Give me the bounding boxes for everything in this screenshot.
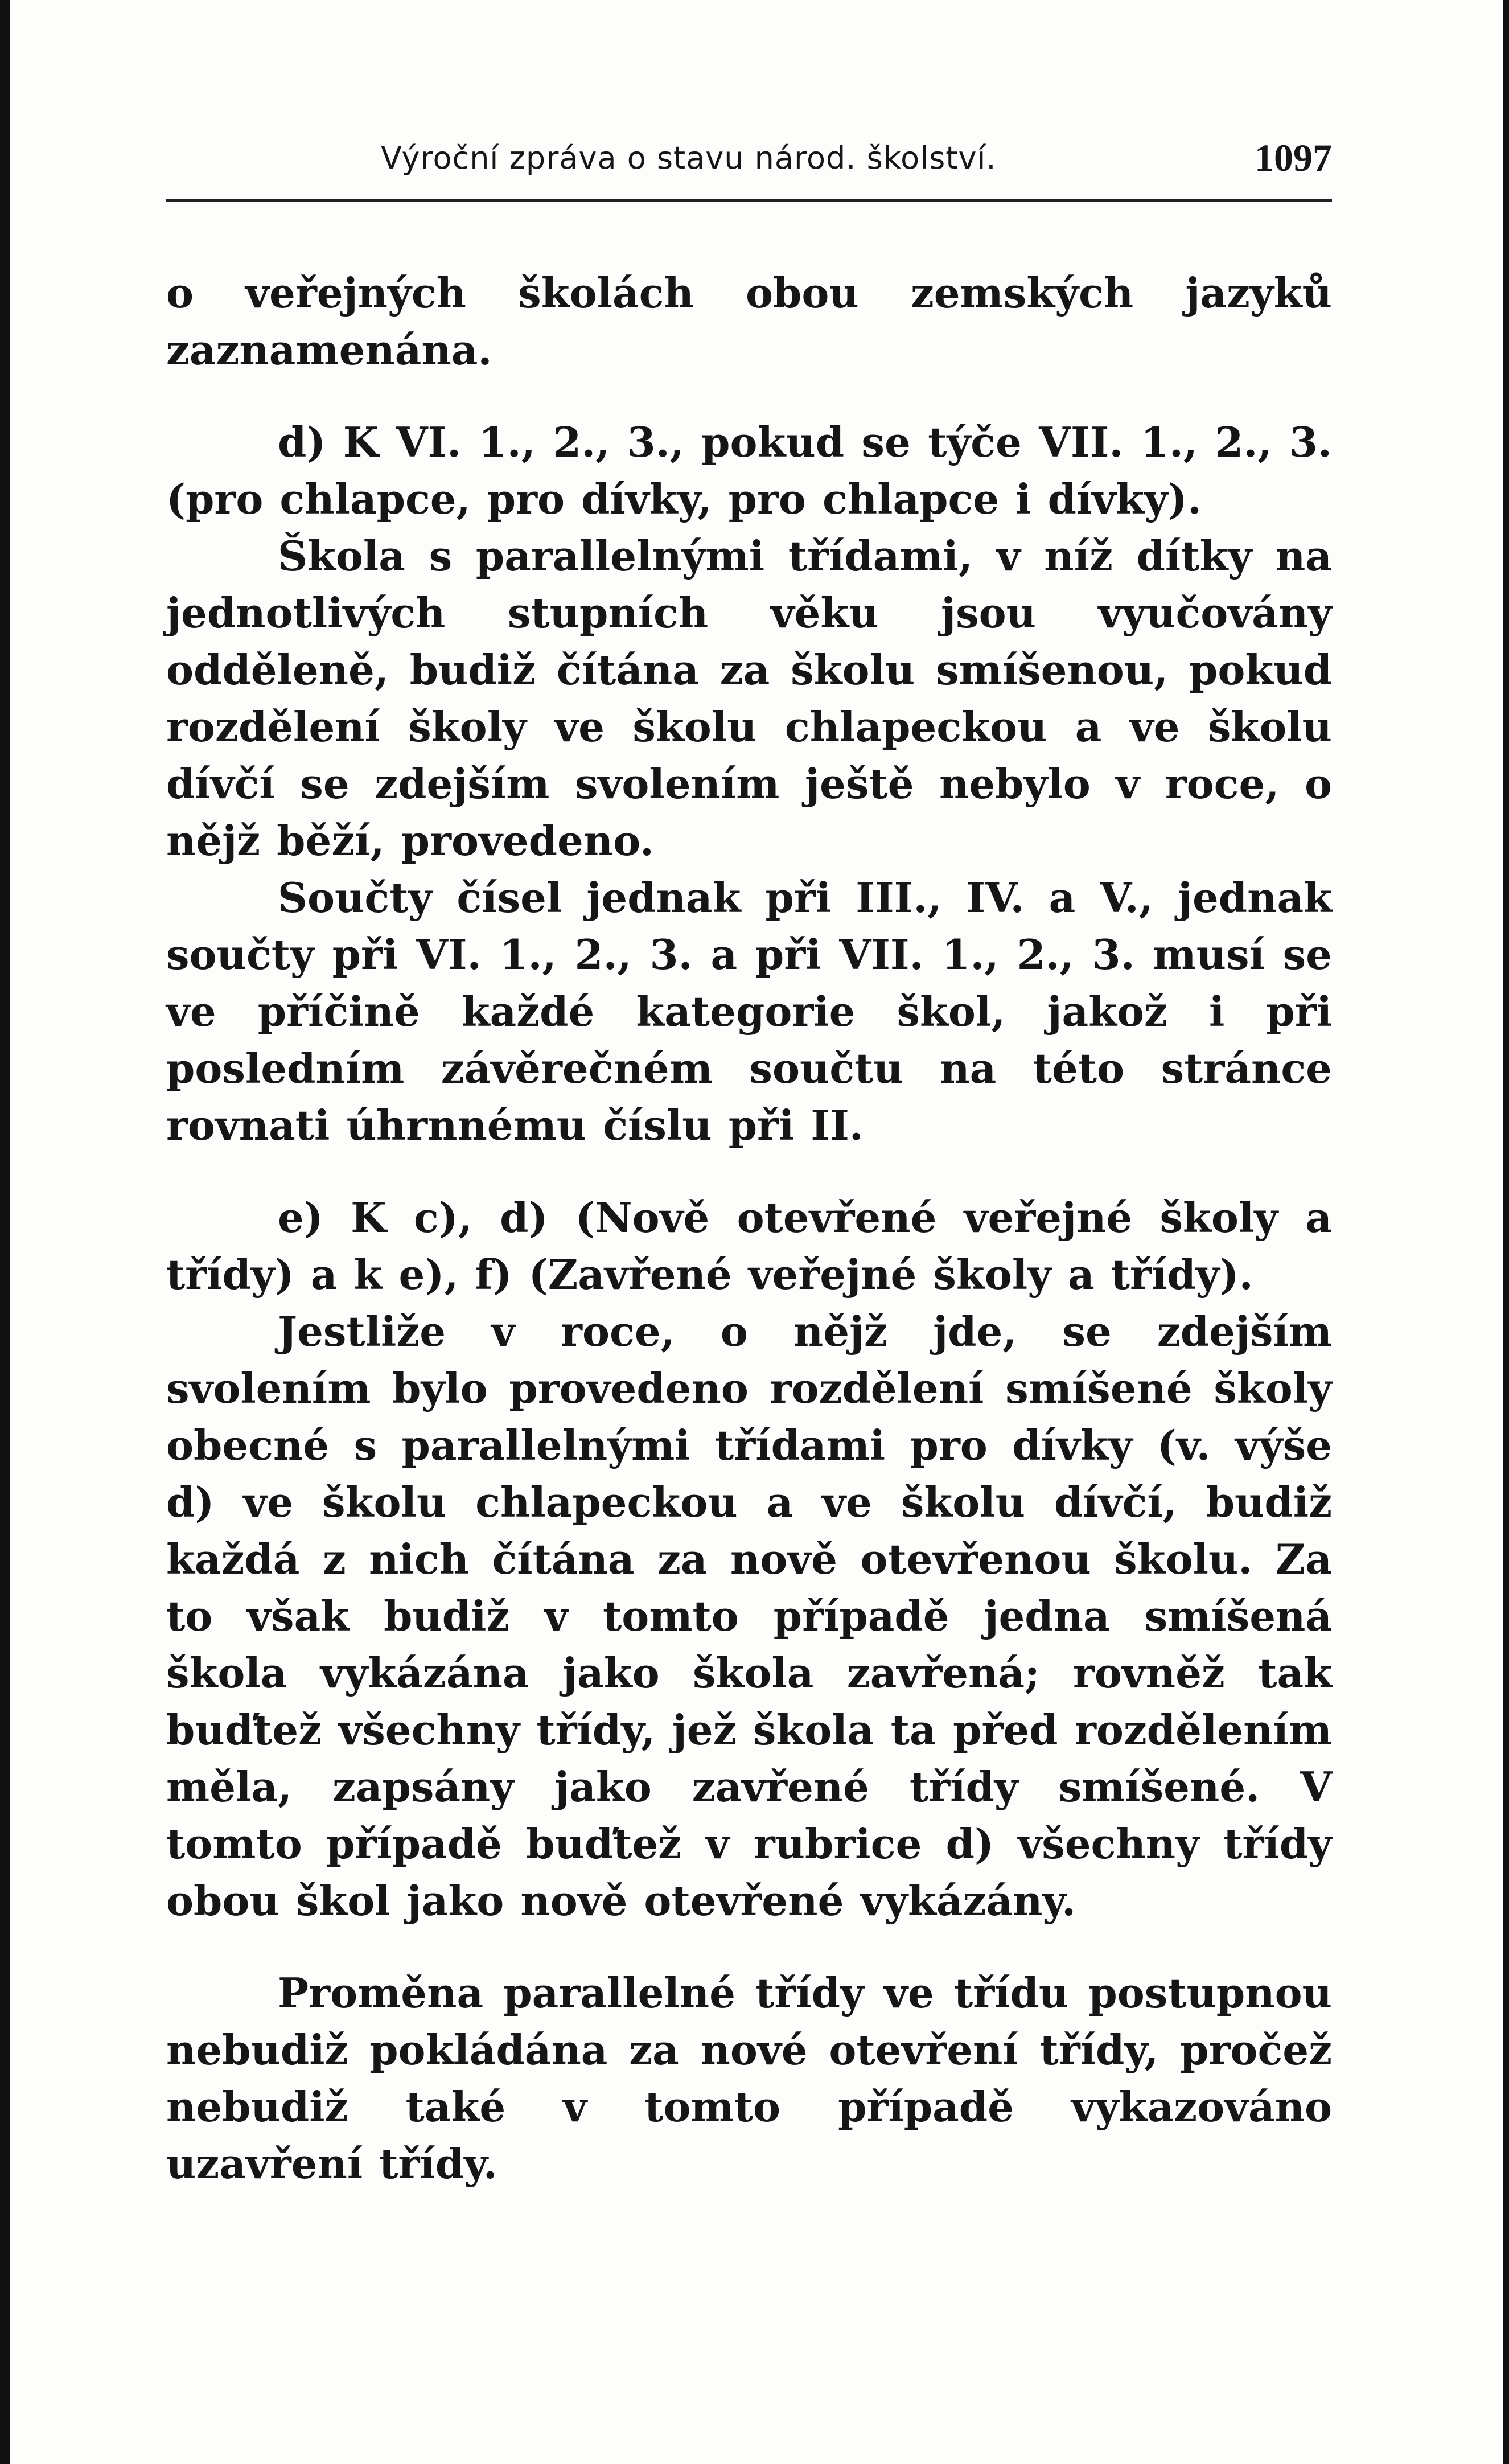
paragraph-parallel-classes: Škola s parallelnými třídami, v níž dítky na jednotlivých stupních věku jsou vyučovány odděleně, budiž čítána za školu smíšenou, pokud rozdělení školy ve školu chlapeckou a ve školu dívčí se zdejším svolením ještě nebylo v roce, o nějž běží, provedeno. <box>166 532 1332 865</box>
paragraph-sums: Součty čísel jednak při III., IV. a V., jednak součty při VI. 1., 2., 3. a při VII. 1., 2., 3. musí se ve příčině každé kategorie škol, jakož i při posledním závěrečném součtu na této stránce rovnati úhrnnému číslu při II. <box>166 873 1332 1149</box>
running-header <box>166 135 1332 188</box>
body-text <box>166 265 1332 2192</box>
running-title: Výroční zpráva o stavu národ. školství. <box>381 140 997 176</box>
paragraph-continuation: o veřejných školách obou zemských jazyků zaznamenána. <box>166 269 1332 374</box>
header-rule <box>166 199 1332 202</box>
scan-border-left <box>0 0 10 2464</box>
page-number: 1097 <box>1255 136 1332 179</box>
paragraph-conversion-rule: Proměna parallelné třídy ve třídu postupnou nebudiž pokládána za nové otevření třídy, pročež nebudiž také v tomto případě vykazováno uzavření třídy. <box>166 1969 1332 2188</box>
paragraph-e-heading: e) K c), d) (Nově otevřené veřejné školy a třídy) a k e), f) (Zavřené veřejné školy a třídy). <box>166 1193 1332 1299</box>
paragraph-d-heading: d) K VI. 1., 2., 3., pokud se týče VII. 1., 2., 3. (pro chlapce, pro dívky, pro chlapce i dívky). <box>166 418 1332 523</box>
scan-border-right <box>1503 0 1509 2464</box>
paragraph-division-rule: Jestliže v roce, o nějž jde, se zdejším svolením bylo provedeno rozdělení smíšené školy obecné s parallelnými třídami pro dívky (v. výše d) ve školu chlapeckou a ve školu dívčí, budiž každá z nich čítána za nově otevřenou školu. Za to však budiž v tomto případě jedna smíšená škola vykázána jako škola zavřená; rovněž tak buďtež všechny třídy, jež škola ta před rozdělením měla, zapsány jako zavřené třídy smíšené. V tomto případě buďtež v rubrice d) všechny třídy obou škol jako nově otevřené vykázány. <box>166 1307 1332 1925</box>
